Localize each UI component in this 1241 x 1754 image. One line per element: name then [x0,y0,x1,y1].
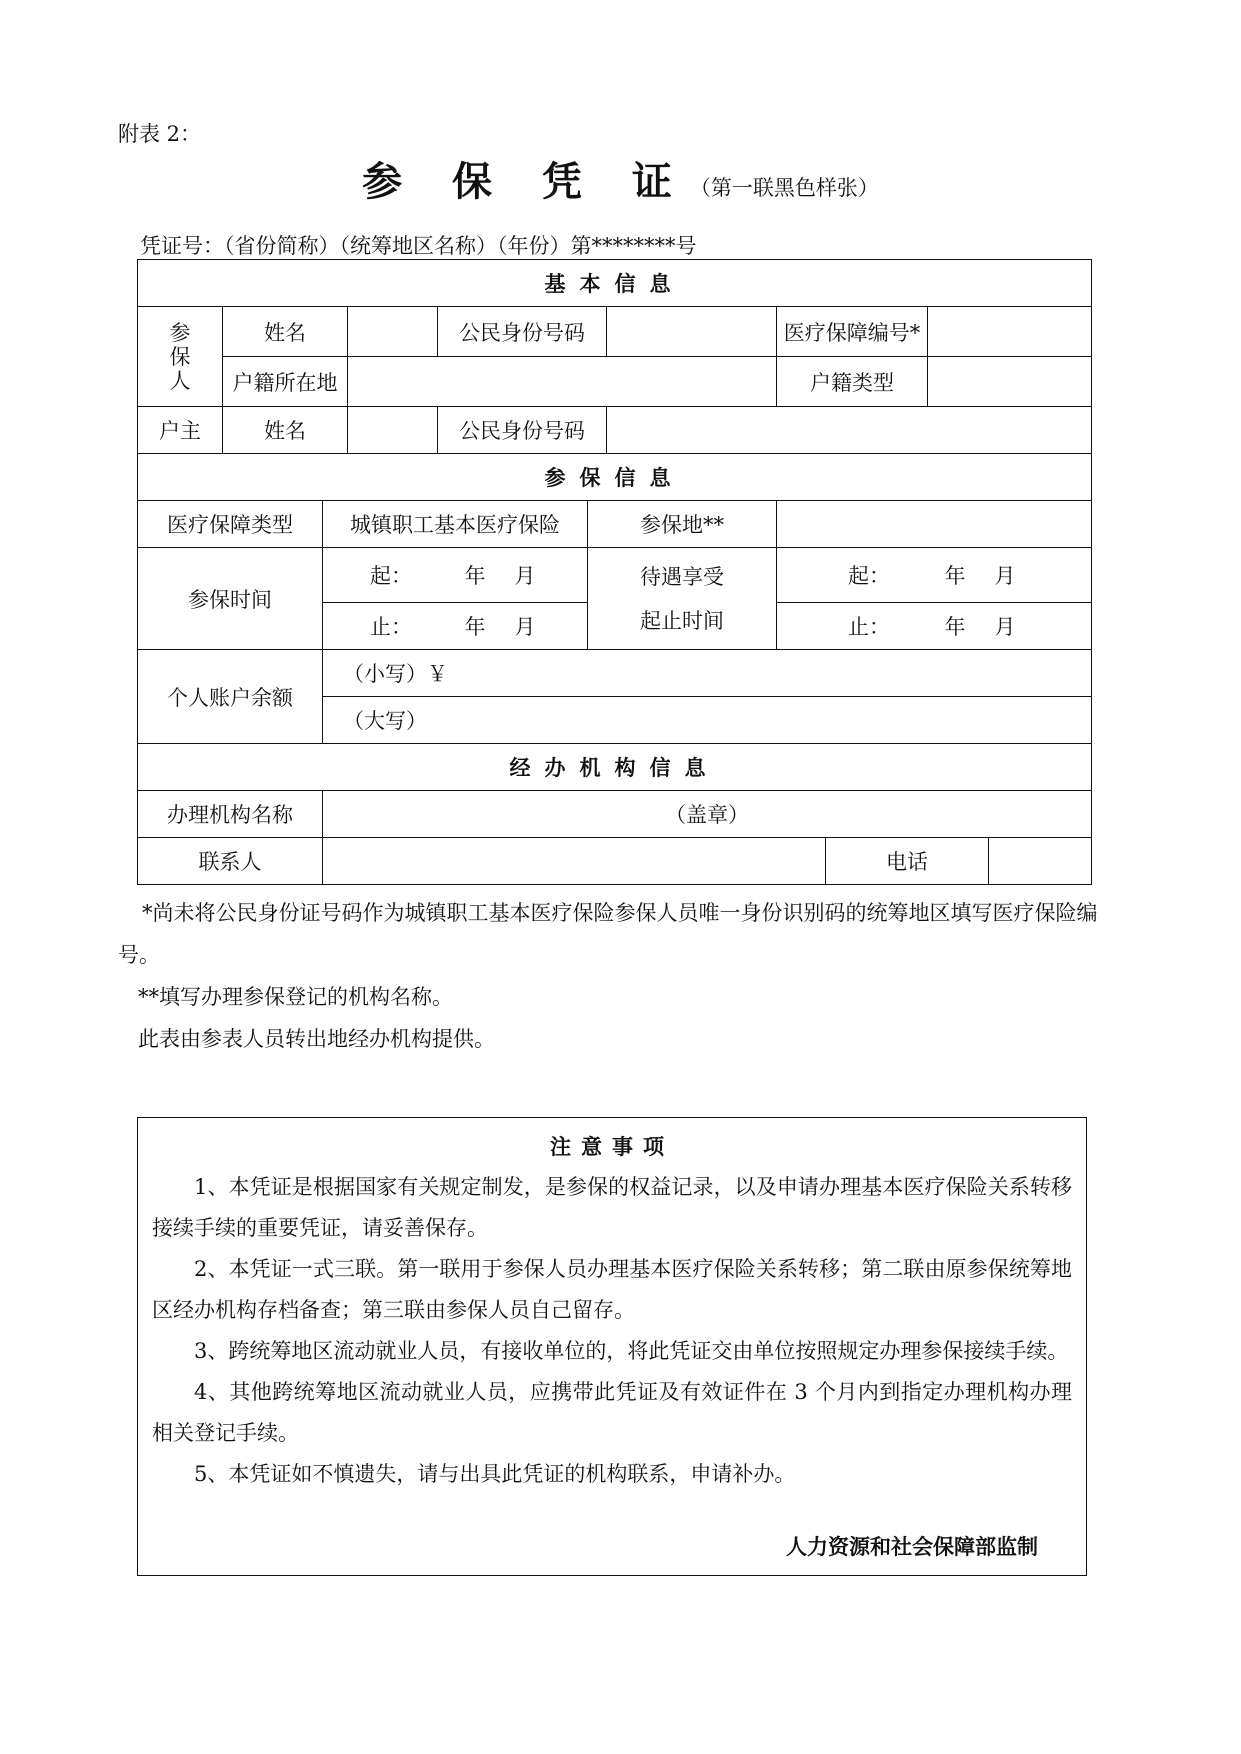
notice-item-4: 4、其他跨统筹地区流动就业人员，应携带此凭证及有效证件在 3 个月内到指定办理机构办理相关登记手续。 [152,1380,1072,1445]
document-title: 参 保 凭 证 [362,158,690,205]
agency-name-label: 办理机构名称 [138,791,323,838]
balance-uppercase-field[interactable]: （大写） [323,697,1092,744]
section-agency-row [138,744,1092,791]
insured-label: 参保人 [138,307,223,407]
balance-lowercase-field[interactable]: （小写）￥ [323,650,1092,697]
hukou-type-field[interactable] [928,357,1092,407]
document-subtitle: （第一联黑色样张） [689,176,879,200]
insured-place-label: 参保地** [588,501,777,548]
contact-label: 联系人 [138,838,323,885]
hukou-type-label: 户籍类型 [777,357,928,407]
footnotes [118,892,1128,1060]
hukou-location-label: 户籍所在地 [223,357,348,407]
insured-period-label: 参保时间 [138,548,323,650]
footnote-2: **填写办理参保登记的机构名称。 [138,985,453,1009]
medical-no-label: 医疗保障编号* [777,307,928,357]
benefit-period-start[interactable]: 起： 年 月 [777,548,1092,603]
benefit-period-end[interactable]: 止： 年 月 [777,603,1092,650]
phone-label: 电话 [826,838,989,885]
balance-row-1 [138,650,1092,697]
insurance-type-row [138,501,1092,548]
householder-row [138,407,1092,454]
householder-name-field[interactable] [348,407,438,454]
householder-id-label: 公民身份号码 [438,407,607,454]
appendix-label: 附表 2： [118,122,202,146]
agency-seal-field[interactable]: （盖章） [323,791,1092,838]
insurance-type-value: 城镇职工基本医疗保险 [323,501,588,548]
notice-title: 注意事项 [550,1134,674,1159]
notice-item-5: 5、本凭证如不慎遗失，请与出具此凭证的机构联系，申请补办。 [194,1462,796,1486]
householder-label: 户主 [138,407,223,454]
insured-period-end[interactable]: 止： 年 月 [323,603,588,650]
insured-id-field[interactable] [607,307,777,357]
insurance-type-label: 医疗保障类型 [138,501,323,548]
notice-item-3: 3、跨统筹地区流动就业人员，有接收单位的，将此凭证交由单位按照规定办理参保接续手续。 [194,1339,1069,1363]
agency-name-row [138,791,1092,838]
insured-name-label: 姓名 [223,307,348,357]
account-balance-label: 个人账户余额 [138,650,323,744]
certificate-number: 凭证号：（省份简称）（统筹地区名称）（年份）第********号 [140,234,697,258]
insured-period-start[interactable]: 起： 年 月 [323,548,588,603]
period-row-1 [138,548,1092,603]
insured-row-1 [138,307,1092,357]
contact-field[interactable] [323,838,826,885]
notice-box [137,1117,1087,1576]
section-agency-info: 经办机构信息 [138,744,1092,791]
issuer-label: 人力资源和社会保障部监制 [786,1534,1038,1559]
insured-place-field[interactable] [777,501,1092,548]
footnote-1: *尚未将公民身份证号码作为城镇职工基本医疗保险参保人员唯一身份识别码的统筹地区填写医疗保险编号。 [118,901,1098,967]
benefit-period-label: 待遇享受 起止时间 [588,548,777,650]
householder-id-field[interactable] [607,407,1092,454]
notice-item-1: 1、本凭证是根据国家有关规定制发，是参保的权益记录，以及申请办理基本医疗保险关系转移接续手续的重要凭证，请妥善保存。 [152,1175,1072,1240]
section-insurance-info: 参保信息 [138,454,1092,501]
section-basic-row [138,260,1092,307]
insured-id-label: 公民身份号码 [438,307,607,357]
section-insurance-row [138,454,1092,501]
notice-item-2: 2、本凭证一式三联。第一联用于参保人员办理基本医疗保险关系转移；第二联由原参保统筹地区经办机构存档备查；第三联由参保人员自己留存。 [152,1257,1072,1322]
certificate-form-table [137,259,1092,885]
contact-row [138,838,1092,885]
hukou-location-field[interactable] [348,357,777,407]
section-basic-info: 基本信息 [138,260,1092,307]
insured-row-2 [138,357,1092,407]
page-title [0,150,1241,207]
phone-field[interactable] [989,838,1092,885]
insured-name-field[interactable] [348,307,438,357]
medical-no-field[interactable] [928,307,1092,357]
householder-name-label: 姓名 [223,407,348,454]
footnote-3: 此表由参表人员转出地经办机构提供。 [138,1027,495,1051]
